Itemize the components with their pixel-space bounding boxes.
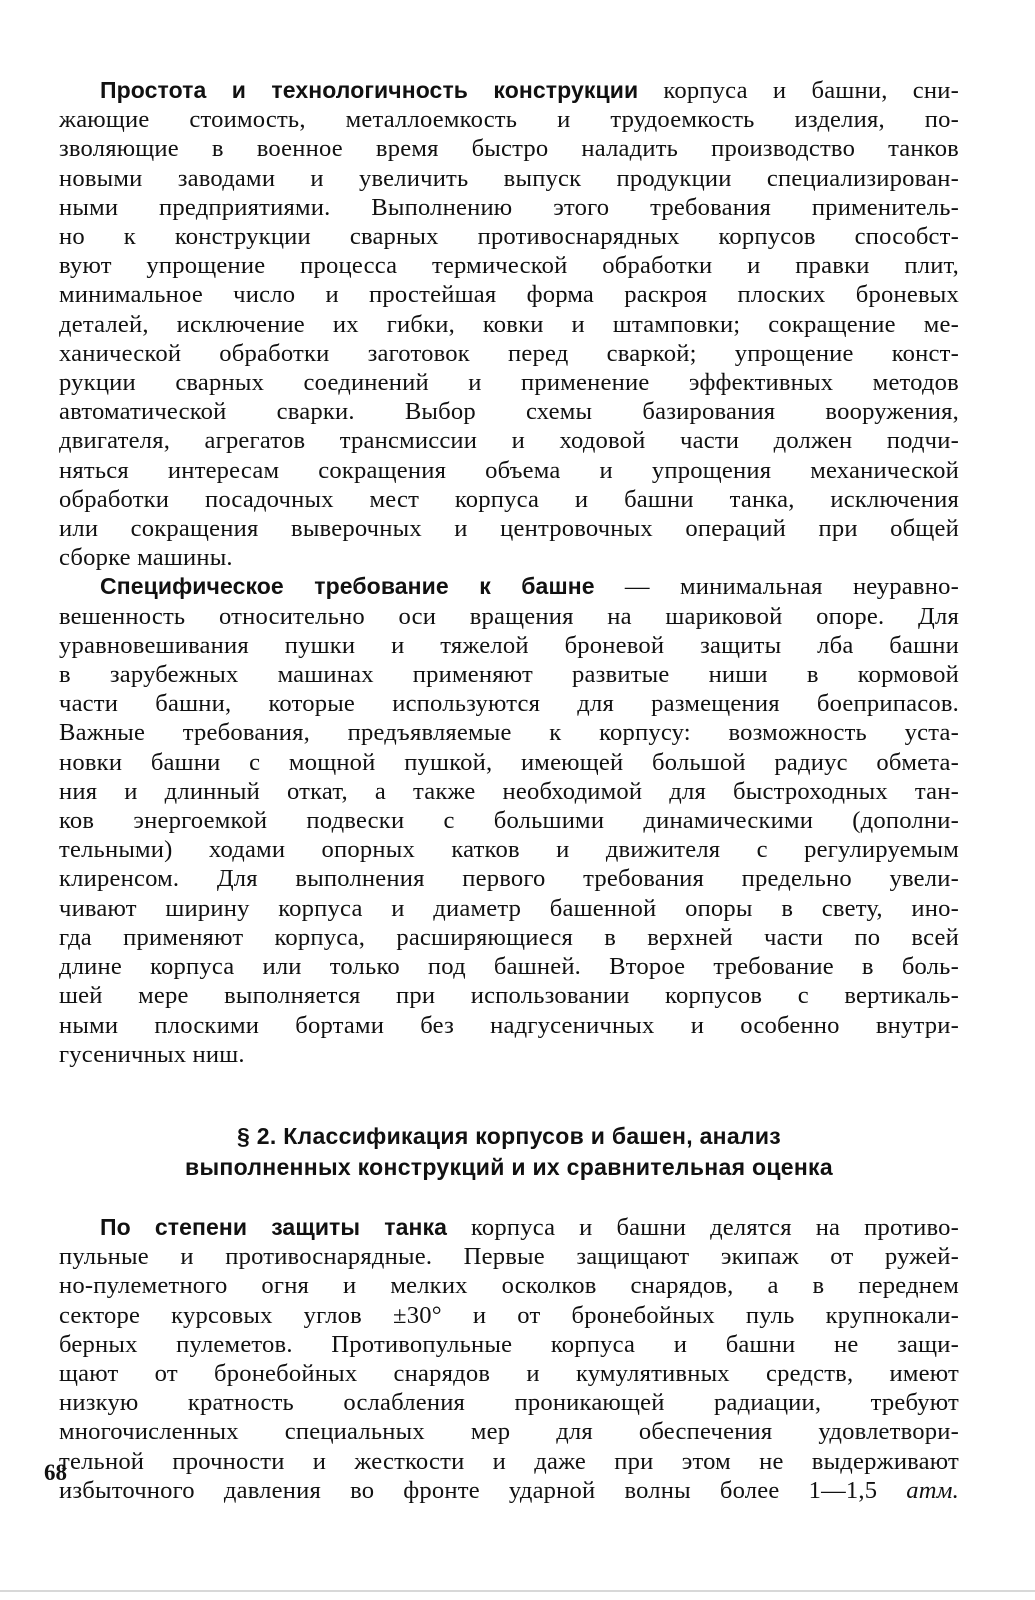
bold-lead-term: Простота и технологичность конструкции bbox=[100, 77, 639, 103]
text-line: рукции сварных соединений и применение эффективных методов bbox=[59, 369, 959, 397]
text-line: ными предприятиями. Выполнению этого требования применитель- bbox=[59, 193, 959, 221]
text-line: ния и длинный откат, а также необходимой для быстроходных тан- bbox=[59, 777, 959, 805]
text-line: берных пулеметов. Противопульные корпуса и башни не защи- bbox=[59, 1330, 959, 1358]
text-line: клиренсом. Для выполнения первого требования предельно увели- bbox=[59, 865, 959, 893]
paragraph-3 bbox=[59, 1213, 959, 1505]
text-line: Важные требования, предъявляемые к корпусу: возможность уста- bbox=[59, 719, 959, 747]
text-line: вешенность относительно оси вращения на шариковой опоре. Для bbox=[59, 602, 959, 630]
line-text: избыточного давления во фронте ударной волны более 1—1,5 bbox=[59, 1476, 878, 1504]
section-heading-line: § 2. Классификация корпусов и башен, анализ bbox=[236, 1122, 782, 1149]
text-line bbox=[59, 76, 959, 105]
text-line: секторе курсовых углов ±30° и от бронебойных пуль крупнокали- bbox=[59, 1301, 959, 1329]
text-line: в зарубежных машинах применяют развитые ниши в кормовой bbox=[59, 661, 959, 689]
text-line: зволяющие в военное время быстро наладить производство танков bbox=[59, 135, 959, 163]
bold-lead-term: По степени защиты танка bbox=[100, 1213, 447, 1240]
text-line: пульные и противоснарядные. Первые защищают экипаж от ружей- bbox=[59, 1243, 959, 1271]
text-line: щают от бронебойных снарядов и кумулятивных средств, имеют bbox=[59, 1359, 959, 1387]
text-line: новыми заводами и увеличить выпуск продукции специализирован- bbox=[59, 164, 959, 192]
text-line: длине корпуса или только под башней. Второе требование в боль- bbox=[59, 953, 959, 981]
line-text: — минимальная неуравно- bbox=[624, 573, 959, 601]
bottom-divider bbox=[0, 1590, 1035, 1592]
text-line: уравновешивания пушки и тяжелой броневой защиты лба башни bbox=[59, 631, 959, 659]
unit-text: атм. bbox=[906, 1476, 959, 1504]
text-line: но-пулеметного огня и мелких осколков снарядов, а в переднем bbox=[59, 1272, 959, 1300]
paragraph-1 bbox=[59, 76, 959, 572]
paragraph-2 bbox=[59, 572, 959, 1068]
text-line: тельными) ходами опорных катков и движителя с регулируемым bbox=[59, 836, 959, 864]
page-body bbox=[59, 76, 959, 1505]
line-text: корпуса и башни, сни- bbox=[663, 77, 959, 104]
section-heading bbox=[59, 1121, 959, 1183]
text-line: ков энергоемкой подвески с большими динамическими (дополни- bbox=[59, 807, 959, 835]
text-line: деталей, исключение их гибки, ковки и штамповки; сокращение ме- bbox=[59, 310, 959, 338]
text-line: многочисленных специальных мер для обеспечения удовлетвори- bbox=[59, 1418, 959, 1446]
text-line: жающие стоимость, металлоемкость и трудоемкость изделия, по- bbox=[59, 106, 959, 134]
section-heading-line: выполненных конструкций и их сравнительная оценка bbox=[185, 1153, 833, 1180]
text-line: ными плоскими бортами без надгусеничных и особенно внутри- bbox=[59, 1011, 959, 1039]
text-line: няться интересам сокращения объема и упрощения механической bbox=[59, 456, 959, 484]
text-line: вуют упрощение процесса термической обработки и правки плит, bbox=[59, 252, 959, 280]
text-line: сборке машины. bbox=[59, 544, 233, 572]
line-text: корпуса и башни делятся на противо- bbox=[470, 1213, 959, 1241]
text-line bbox=[59, 572, 959, 601]
bold-lead-term: Специфическое требование к башне bbox=[100, 573, 595, 600]
text-line: гусеничных ниш. bbox=[59, 1040, 245, 1068]
text-line: тельной прочности и жесткости и даже при этом не выдерживают bbox=[59, 1447, 959, 1475]
text-line: автоматической сварки. Выбор схемы базирования вооружения, bbox=[59, 398, 959, 426]
text-line bbox=[59, 1476, 959, 1505]
text-line: но к конструкции сварных противоснарядных корпусов способст- bbox=[59, 223, 959, 251]
text-line: двигателя, агрегатов трансмиссии и ходовой части должен подчи- bbox=[59, 427, 959, 455]
text-line: ханической обработки заготовок перед сваркой; упрощение конст- bbox=[59, 339, 959, 367]
text-line: обработки посадочных мест корпуса и башни танка, исключения bbox=[59, 485, 959, 513]
text-line: чивают ширину корпуса и диаметр башенной опоры в свету, ино- bbox=[59, 894, 959, 922]
page-number: 68 bbox=[44, 1460, 67, 1485]
text-line: гда применяют корпуса, расширяющиеся в верхней части по всей bbox=[59, 923, 959, 951]
text-line: низкую кратность ослабления проникающей радиации, требуют bbox=[59, 1389, 959, 1417]
text-line bbox=[59, 1213, 959, 1242]
text-line: шей мере выполняется при использовании корпусов с вертикаль- bbox=[59, 982, 959, 1010]
text-line: или сокращения выверочных и центровочных операций при общей bbox=[59, 515, 959, 543]
text-line: минимальное число и простейшая форма раскроя плоских броневых bbox=[59, 281, 959, 309]
text-line: части башни, которые используются для размещения боеприпасов. bbox=[59, 690, 959, 718]
text-line: новки башни с мощной пушкой, имеющей большой радиус обмета- bbox=[59, 748, 959, 776]
